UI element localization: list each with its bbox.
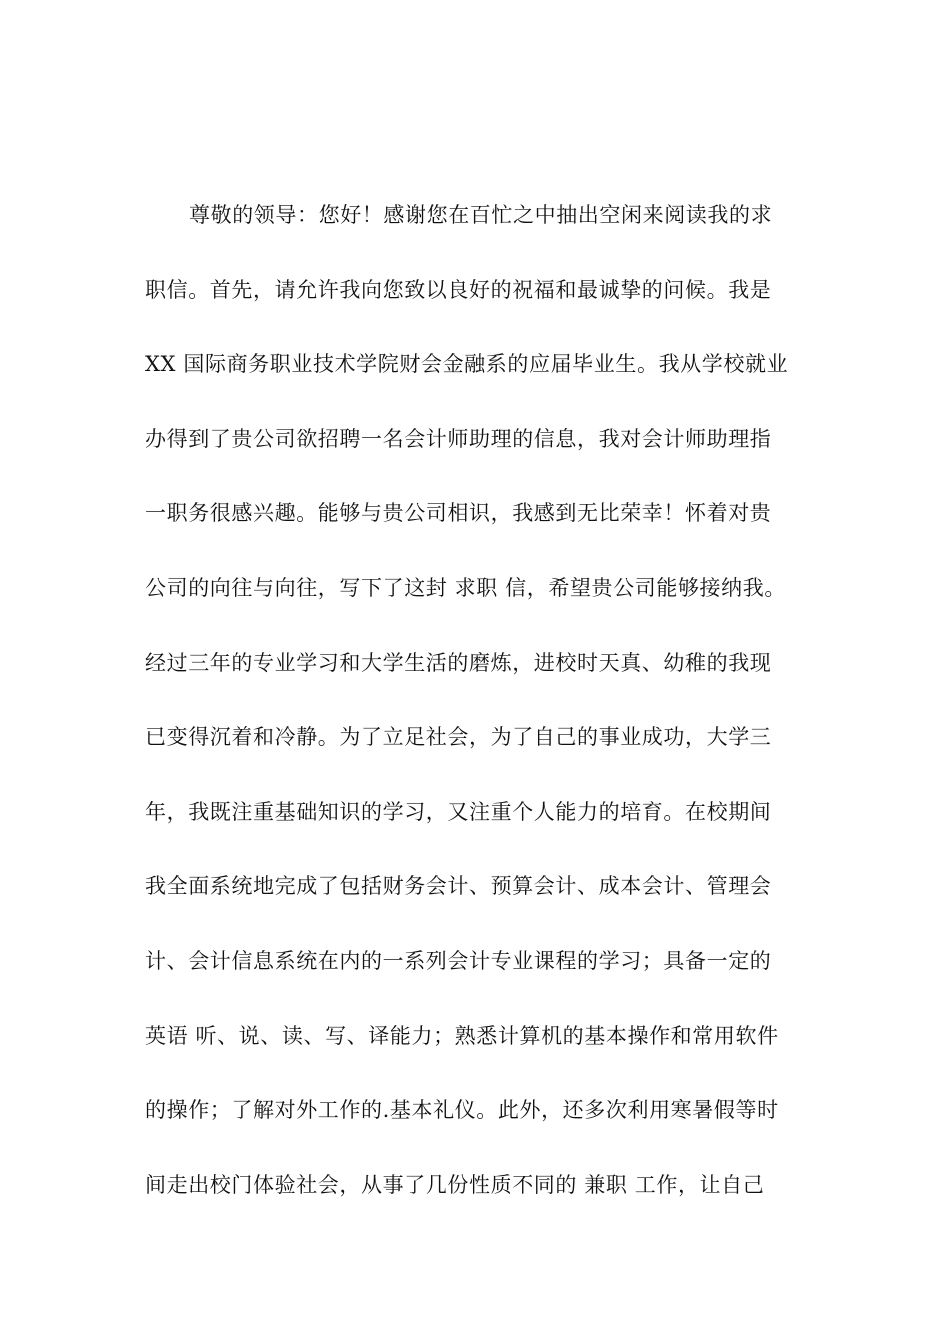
text-line-7: 经过三年的专业学习和大学生活的磨炼，进校时天真、幼稚的我现 — [145, 650, 772, 675]
text-line-6: 公司的向往与向往，写下了这封 求职 信，希望贵公司能够接纳我。 — [145, 575, 786, 600]
text-line-9: 年，我既注重基础知识的学习，又注重个人能力的培育。在校期间 — [145, 799, 772, 824]
text-line-1: 尊敬的领导：您好！感谢您在百忙之中抽出空闲来阅读我的求 — [189, 203, 773, 227]
text-line-14: 间走出校门体验社会，从事了几份性质不同的 兼职 工作，让自己 — [145, 1172, 765, 1197]
text-line-12: 英语 听、说、读、写、译能力；熟悉计算机的基本操作和常用软件 — [145, 1023, 779, 1048]
text-line-4: 办得到了贵公司欲招聘一名会计师助理的信息，我对会计师助理指 — [145, 426, 772, 451]
text-line-3: XX 国际商务职业技术学院财会金融系的应届毕业生。我从学校就业 — [145, 352, 789, 377]
text-line-11: 计、会计信息系统在内的一系列会计专业课程的学习；具备一定的 — [145, 948, 772, 973]
letter-body — [145, 178, 845, 1222]
text-line-10: 我全面系统地完成了包括财务会计、预算会计、成本会计、管理会 — [145, 874, 772, 899]
text-line-13: 的操作；了解对外工作的.基本礼仪。此外，还多次利用寒暑假等时 — [145, 1098, 779, 1123]
text-line-5: 一职务很感兴趣。能够与贵公司相识，我感到无比荣幸！怀着对贵 — [145, 501, 772, 526]
text-line-2: 职信。首先，请允许我向您致以良好的祝福和最诚挚的问候。我是 — [145, 277, 772, 302]
text-line-8: 已变得沉着和冷静。为了立足社会，为了自己的事业成功，大学三 — [145, 725, 772, 750]
